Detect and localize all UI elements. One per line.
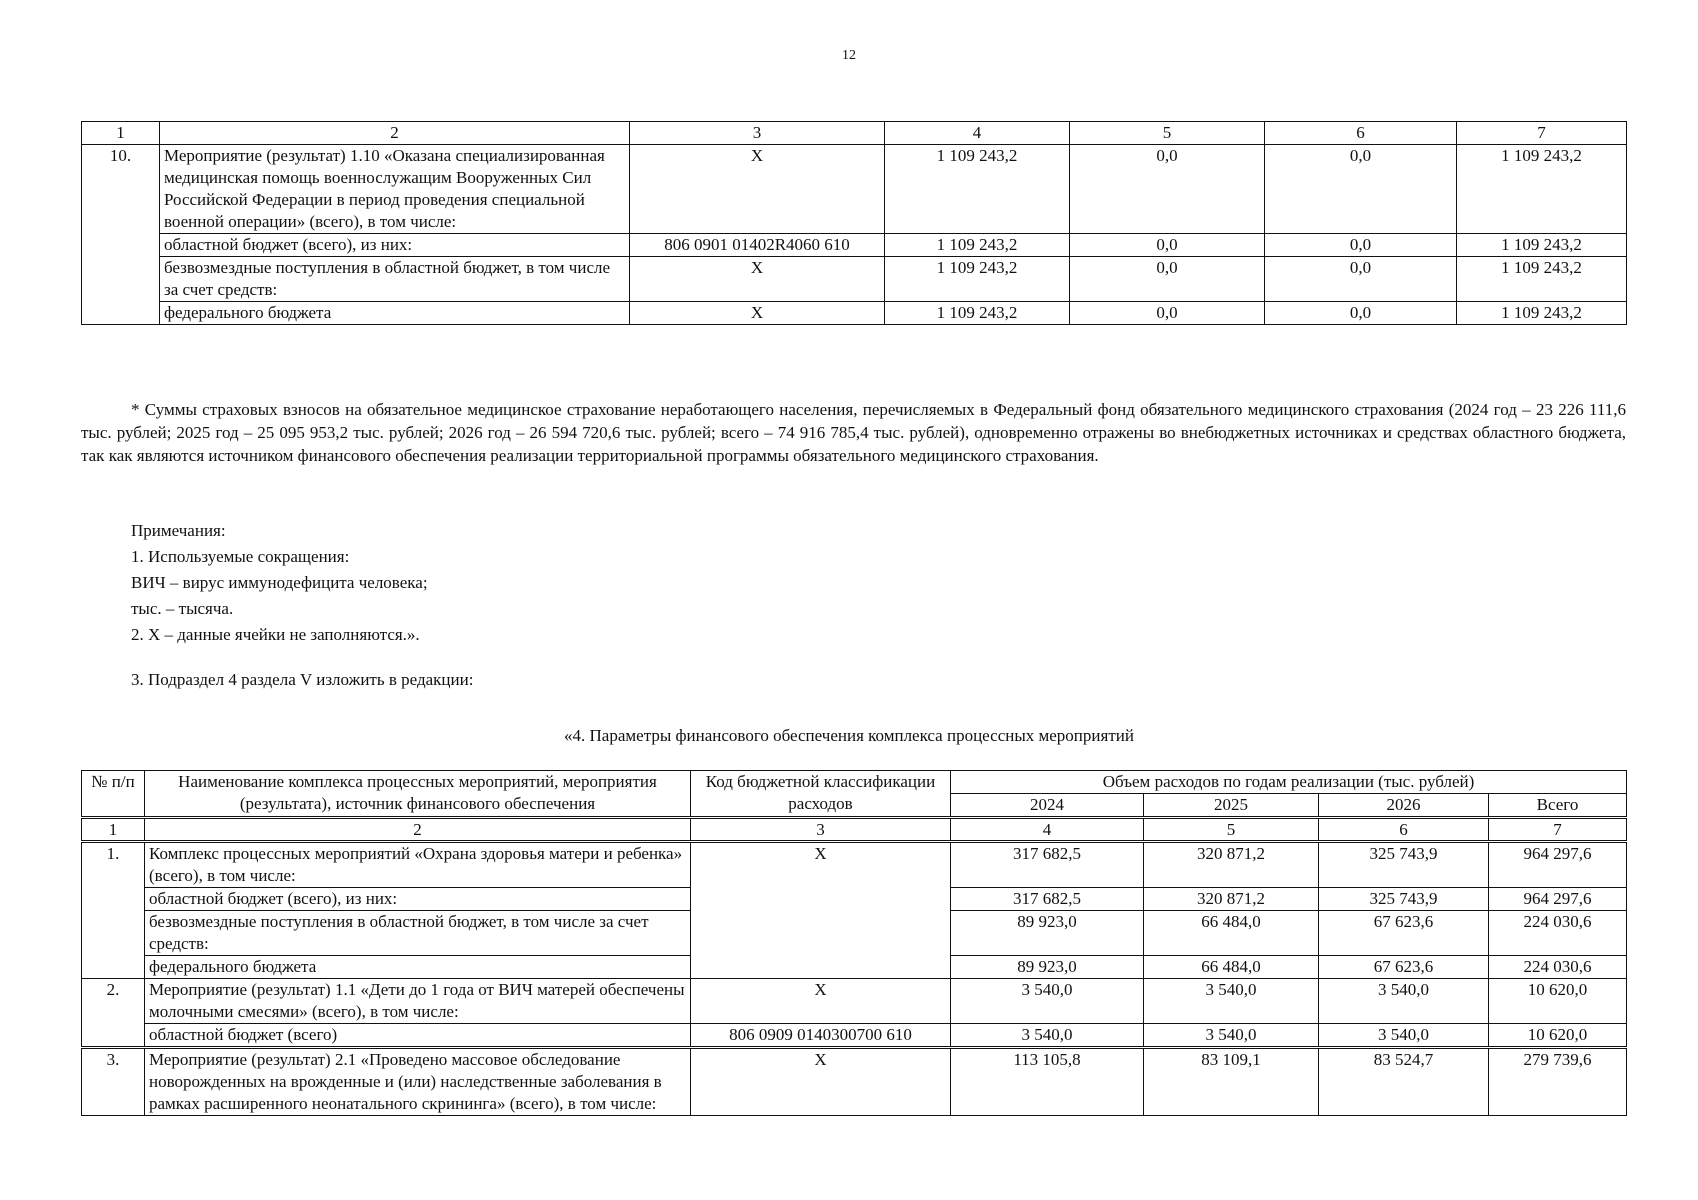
row-name: федерального бюджета [145,956,691,979]
row-number: 3. [82,1048,145,1116]
note-line: ВИЧ – вирус иммунодефицита человека; [131,573,428,592]
value-cell: 1 109 243,2 [1457,257,1627,302]
column-number: 7 [1489,818,1627,842]
table-row [82,842,1627,888]
header-year: 2026 [1319,794,1489,818]
row-name: Мероприятие (результат) 1.1 «Дети до 1 года от ВИЧ матерей обеспечены молочными смесями» (всего), в том числе: [145,979,691,1024]
value-cell: 0,0 [1070,234,1265,257]
value-cell: 325 743,9 [1319,888,1489,911]
budget-code: X [691,979,951,1024]
row-name: Мероприятие (результат) 1.10 «Оказана специализированная медицинская помощь военнослужащим Вооруженных Сил Российской Федерации в период проведения специальной военной операции» (всего), в том числе: [160,145,630,234]
expenses-table-continuation [81,121,1627,325]
row-name: областной бюджет (всего), из них: [145,888,691,911]
header-total: Всего [1489,794,1627,818]
value-cell: 66 484,0 [1144,911,1319,956]
value-cell: 1 109 243,2 [1457,234,1627,257]
note-line: тыс. – тысяча. [131,599,234,618]
table-row [82,1024,1627,1048]
footnote: * Суммы страховых взносов на обязательное медицинское страхование неработающего населения, перечисляемых в Федеральный фонд обязательного медицинского страхования (2024 год – 23 226 111,6 тыс. рублей; 2025 год – 25 095 953,2 тыс. рублей; 2026 год – 26 594 720,6 тыс. рублей; всего – 74 916 785,4 тыс. рублей), одновременно отражены во внебюджетных источниках и средствах областного бюджета, так как являются источником финансового обеспечения реализации территориальной программы обязательного медицинского страхования. [81,400,1626,465]
value-cell: 3 540,0 [951,979,1144,1024]
value-cell: 83 524,7 [1319,1048,1489,1116]
budget-code: X [630,145,885,234]
row-name: Комплекс процессных мероприятий «Охрана здоровья матери и ребенка» (всего), в том числе: [145,842,691,888]
page-number: 12 [842,48,856,63]
header-code: Код бюджетной классификации расходов [691,771,951,818]
column-number: 1 [82,818,145,842]
table-header-row [82,771,1627,794]
budget-code: X [630,257,885,302]
value-cell: 83 109,1 [1144,1048,1319,1116]
financing-table [81,770,1627,1116]
value-cell: 89 923,0 [951,911,1144,956]
value-cell: 1 109 243,2 [1457,302,1627,325]
section-title: «4. Параметры финансового обеспечения комплекса процессных мероприятий [564,726,1134,745]
value-cell: 964 297,6 [1489,842,1627,888]
value-cell: 317 682,5 [951,888,1144,911]
value-cell: 67 623,6 [1319,956,1489,979]
value-cell: 1 109 243,2 [885,302,1070,325]
budget-code: 806 0901 01402R4060 610 [630,234,885,257]
column-number: 7 [1457,122,1627,145]
value-cell: 3 540,0 [951,1024,1144,1048]
header-year: 2024 [951,794,1144,818]
value-cell: 3 540,0 [1319,979,1489,1024]
table-row [82,302,1627,325]
value-cell: 964 297,6 [1489,888,1627,911]
table-row [82,979,1627,1024]
value-cell: 0,0 [1265,145,1457,234]
table-row [82,234,1627,257]
value-cell: 3 540,0 [1144,1024,1319,1048]
row-name: федерального бюджета [160,302,630,325]
value-cell: 3 540,0 [1319,1024,1489,1048]
header-number: № п/п [82,771,145,818]
budget-code: X [630,302,885,325]
row-name: безвозмездные поступления в областной бюджет, в том числе за счет средств: [145,911,691,956]
column-numbers-row [82,818,1627,842]
value-cell: 325 743,9 [1319,842,1489,888]
budget-code: X [691,1048,951,1116]
row-number: 10. [82,145,160,325]
column-number: 3 [630,122,885,145]
note-line: 1. Используемые сокращения: [131,547,350,566]
value-cell: 89 923,0 [951,956,1144,979]
value-cell: 0,0 [1265,302,1457,325]
value-cell: 3 540,0 [1144,979,1319,1024]
column-number: 5 [1144,818,1319,842]
row-name: безвозмездные поступления в областной бюджет, в том числе за счет средств: [160,257,630,302]
column-number: 4 [951,818,1144,842]
value-cell: 1 109 243,2 [885,145,1070,234]
value-cell: 1 109 243,2 [885,257,1070,302]
row-number: 1. [82,842,145,979]
row-name: Мероприятие (результат) 2.1 «Проведено массовое обследование новорожденных на врожденные и (или) наследственные заболевания в рамках расширенного неонатального скрининга» (всего), в том числе: [145,1048,691,1116]
budget-code: X [691,842,951,979]
column-number: 1 [82,122,160,145]
column-number: 4 [885,122,1070,145]
table-row [82,257,1627,302]
header-volume: Объем расходов по годам реализации (тыс. рублей) [951,771,1627,794]
header-name: Наименование комплекса процессных мероприятий, мероприятия (результата), источник финансового обеспечения [145,771,691,818]
column-number: 5 [1070,122,1265,145]
value-cell: 320 871,2 [1144,888,1319,911]
value-cell: 279 739,6 [1489,1048,1627,1116]
row-name: областной бюджет (всего), из них: [160,234,630,257]
value-cell: 10 620,0 [1489,1024,1627,1048]
value-cell: 317 682,5 [951,842,1144,888]
value-cell: 0,0 [1070,302,1265,325]
table-header-row [82,122,1627,145]
amendment-point: 3. Подраздел 4 раздела V изложить в редакции: [131,670,474,689]
value-cell: 320 871,2 [1144,842,1319,888]
value-cell: 67 623,6 [1319,911,1489,956]
value-cell: 224 030,6 [1489,956,1627,979]
value-cell: 10 620,0 [1489,979,1627,1024]
value-cell: 66 484,0 [1144,956,1319,979]
column-number: 2 [145,818,691,842]
column-number: 6 [1319,818,1489,842]
note-line: 2. Х – данные ячейки не заполняются.». [131,625,420,644]
notes-title: Примечания: [131,521,226,540]
column-number: 2 [160,122,630,145]
value-cell: 0,0 [1070,257,1265,302]
value-cell: 0,0 [1265,257,1457,302]
row-number: 2. [82,979,145,1048]
table-row [82,1048,1627,1116]
value-cell: 113 105,8 [951,1048,1144,1116]
value-cell: 1 109 243,2 [885,234,1070,257]
notes-block [131,518,428,648]
budget-code: 806 0909 0140300700 610 [691,1024,951,1048]
value-cell: 0,0 [1265,234,1457,257]
column-number: 3 [691,818,951,842]
row-name: областной бюджет (всего) [145,1024,691,1048]
table-row [82,145,1627,234]
column-number: 6 [1265,122,1457,145]
value-cell: 1 109 243,2 [1457,145,1627,234]
value-cell: 224 030,6 [1489,911,1627,956]
header-year: 2025 [1144,794,1319,818]
value-cell: 0,0 [1070,145,1265,234]
